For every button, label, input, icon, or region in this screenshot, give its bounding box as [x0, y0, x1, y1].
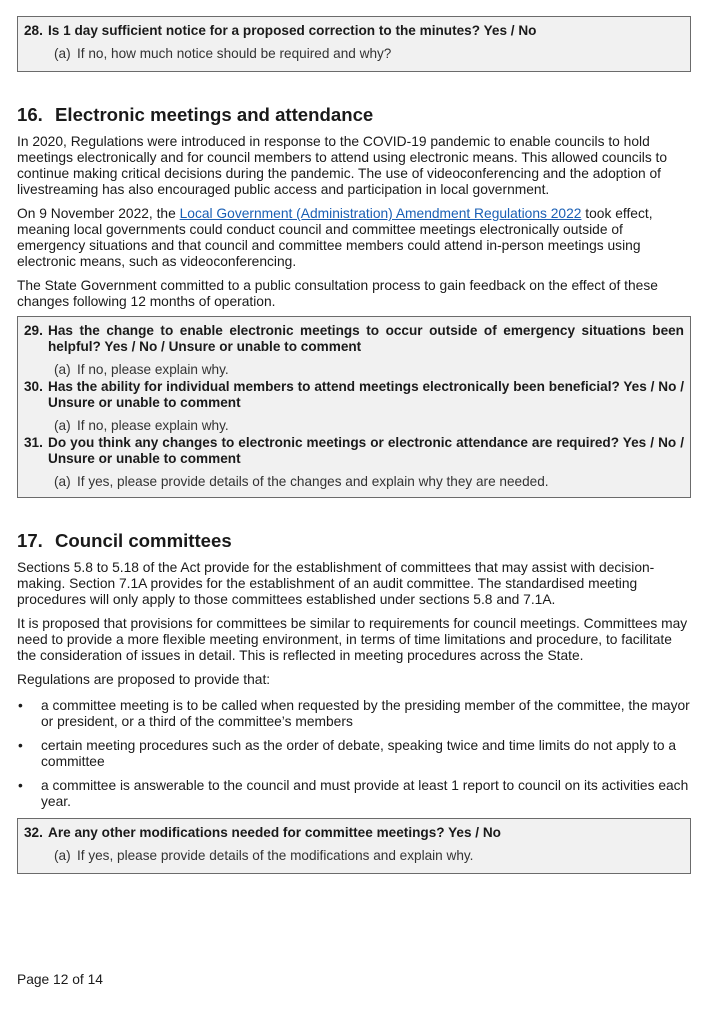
sub-question: (a) If no, how much notice should be required and why? — [54, 46, 392, 61]
question-29: 29. Has the change to enable electronic meetings to occur outside of emergency situations been helpful? Yes / No / Unsure or unable to comment (a) If no, please explain why. — [24, 323, 684, 377]
question-number: 28. — [24, 23, 43, 38]
question-box-28 — [17, 16, 691, 72]
paragraph: On 9 November 2022, the Local Government (Administration) Amendment Regulations 2022 took effect, meaning local governments could conduct council and committee meetings electronically outside of emergency situations and that council and committee members could attend in-person meetings using electronic means, such as videoconferencing. — [17, 206, 653, 269]
question-text: Is 1 day sufficient notice for a proposed correction to the minutes? Yes / No — [48, 23, 537, 38]
paragraph: The State Government committed to a public consultation process to gain feedback on the effect of these changes following 12 months of operation. — [17, 278, 658, 309]
question-32: 32. Are any other modifications needed for committee meetings? Yes / No — [24, 825, 501, 840]
question-box-32 — [17, 818, 691, 874]
regulations-link[interactable]: Local Government (Administration) Amendment Regulations 2022 — [179, 206, 582, 221]
section-heading-16: 16. Electronic meetings and attendance — [17, 104, 374, 125]
sub-question: (a) If yes, please provide details of the modifications and explain why. — [54, 848, 474, 863]
question-31: 31. Do you think any changes to electronic meetings or electronic attendance are required? Yes / No / Unsure or unable to comment (a) If yes, please provide details of the changes and explain why they are needed. — [24, 435, 684, 489]
list-item: • a committee is answerable to the council and must provide at least 1 report to council on its activities each year. — [18, 778, 689, 809]
bullet-icon: • — [18, 738, 23, 753]
question-28 — [24, 23, 684, 39]
bullet-icon: • — [18, 698, 23, 713]
bullet-list — [17, 698, 691, 810]
section-heading-17: 17. Council committees — [17, 530, 232, 551]
page-number: Page 12 of 14 — [17, 972, 103, 987]
question-box-29-31 — [17, 316, 691, 498]
paragraph: Regulations are proposed to provide that: — [17, 672, 271, 687]
paragraph: It is proposed that provisions for committees be similar to requirements for council meetings. Committees may need to provide a more flexible meeting environment, in terms of time limitations and procedure, to facilitate the consideration of issues in detail. This is reflected in meeting procedures across the State. — [17, 616, 688, 663]
document-page — [17, 16, 691, 874]
list-item: • a committee meeting is to be called when requested by the presiding member of the committee, the mayor or president, or a third of the committee’s members — [18, 698, 690, 729]
question-30: 30. Has the ability for individual members to attend meetings electronically been beneficial? Yes / No / Unsure or unable to comment (a) If no, please explain why. — [24, 379, 684, 433]
bullet-icon: • — [18, 778, 23, 793]
paragraph: Sections 5.8 to 5.18 of the Act provide for the establishment of committees that may assist with decision-making. Section 7.1A provides for the establishment of an audit committee. The standardised meeting procedures will only apply to those committees established under sections 5.8 and 7.1A. — [17, 560, 655, 607]
paragraph: In 2020, Regulations were introduced in response to the COVID-19 pandemic to enable councils to hold meetings electronically and for council members to attend using electronic means. This allowed councils to continue making critical decisions during the pandemic. The use of videoconferencing and the adoption of livestreaming has also encouraged public access and participation in local government. — [17, 134, 668, 197]
list-item: • certain meeting procedures such as the order of debate, speaking twice and time limits do not apply to a committee — [18, 738, 677, 769]
